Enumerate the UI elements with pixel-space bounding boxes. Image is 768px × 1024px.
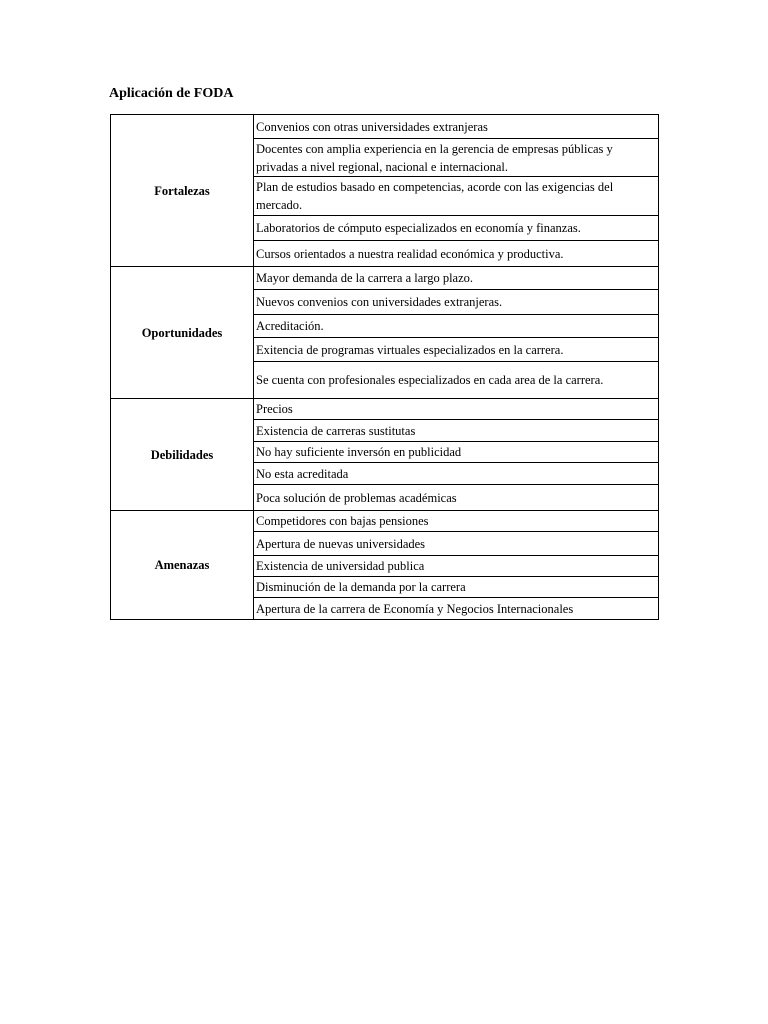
list-item: Disminución de la demanda por la carrera: [254, 577, 659, 598]
foda-table: [110, 114, 659, 620]
list-item: Existencia de universidad publica: [254, 556, 659, 577]
list-item: No esta acreditada: [254, 463, 659, 485]
list-item: Competidores con bajas pensiones: [254, 511, 659, 532]
table-row: [111, 511, 659, 532]
list-item: Plan de estudios basado en competencias, acorde con las exigencias del mercado.: [254, 177, 659, 216]
table-row: [111, 267, 659, 290]
list-item: Nuevos convenios con universidades extranjeras.: [254, 290, 659, 315]
list-item: Convenios con otras universidades extranjeras: [254, 115, 659, 139]
list-item: Se cuenta con profesionales especializados en cada area de la carrera.: [254, 362, 659, 399]
list-item: Cursos orientados a nuestra realidad económica y productiva.: [254, 241, 659, 267]
list-item: Apertura de la carrera de Economía y Negocios Internacionales: [254, 598, 659, 620]
list-item: Docentes con amplia experiencia en la gerencia de empresas públicas y privadas a nivel regional, nacional e internacional.: [254, 139, 659, 177]
table-row: [111, 115, 659, 139]
list-item: Existencia de carreras sustitutas: [254, 420, 659, 442]
category-debilidades: Debilidades: [111, 399, 254, 511]
list-item: Exitencia de programas virtuales especializados en la carrera.: [254, 338, 659, 362]
list-item: No hay suficiente inversón en publicidad: [254, 442, 659, 463]
table-row: [111, 399, 659, 420]
category-oportunidades: Oportunidades: [111, 267, 254, 399]
list-item: Acreditación.: [254, 315, 659, 338]
list-item: Precios: [254, 399, 659, 420]
category-fortalezas: Fortalezas: [111, 115, 254, 267]
page-title: Aplicación de FODA: [109, 86, 234, 101]
category-amenazas: Amenazas: [111, 511, 254, 620]
list-item: Mayor demanda de la carrera a largo plazo.: [254, 267, 659, 290]
list-item: Poca solución de problemas académicas: [254, 485, 659, 511]
list-item: Laboratorios de cómputo especializados en economía y finanzas.: [254, 216, 659, 241]
list-item: Apertura de nuevas universidades: [254, 532, 659, 556]
